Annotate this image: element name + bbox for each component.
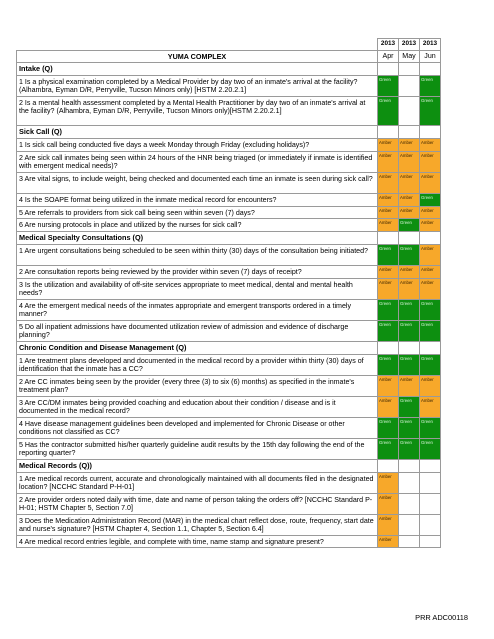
question-row [17, 320, 441, 341]
question-text: 2 Are consultation reports being reviewed by the provider within seven (7) days of receipt? [17, 266, 378, 279]
status-cell: Amber [378, 219, 399, 232]
status-cell: Amber [378, 193, 399, 206]
compliance-table [16, 38, 441, 548]
question-text: 4 Is the SOAPE format being utilized in the inmate medical record for encounters? [17, 193, 378, 206]
section-empty-cell [378, 126, 399, 139]
question-row [17, 139, 441, 152]
question-row [17, 245, 441, 266]
question-text: 2 Are CC inmates being seen by the provider (every three (3) to six (6) months) as specified in the inmate's treatment plan? [17, 375, 378, 396]
status-cell: Green [399, 396, 420, 417]
status-cell: Green [378, 438, 399, 459]
question-row [17, 396, 441, 417]
section-empty-cell [378, 341, 399, 354]
status-cell: Green [399, 438, 420, 459]
status-cell: Amber [378, 172, 399, 193]
status-cell: Amber [399, 193, 420, 206]
status-cell: Amber [399, 375, 420, 396]
section-row [17, 232, 441, 245]
section-empty-cell [378, 232, 399, 245]
status-cell: Amber [399, 139, 420, 152]
question-row [17, 266, 441, 279]
status-cell: Green [399, 320, 420, 341]
status-cell: Green [399, 245, 420, 266]
question-text: 5 Do all inpatient admissions have documented utilization review of admission and evidence of discharge planning? [17, 320, 378, 341]
section-empty-cell [420, 232, 441, 245]
status-cell [420, 535, 441, 548]
status-cell: Green [420, 299, 441, 320]
question-row [17, 514, 441, 535]
blank-header-cell [17, 39, 378, 51]
question-row [17, 97, 441, 126]
question-text: 5 Are referrals to providers from sick call being seen within seven (7) days? [17, 206, 378, 219]
section-empty-cell [420, 459, 441, 472]
question-text: 1 Are medical records current, accurate and chronologically maintained with all documents filed in the designated location? [NCCHC Standard P-H-01] [17, 472, 378, 493]
status-cell [399, 514, 420, 535]
question-text: 1 Is sick call being conducted five days a week Monday through Friday (excluding holidays)? [17, 139, 378, 152]
status-cell: Amber [378, 278, 399, 299]
question-row [17, 472, 441, 493]
question-text: 4 Are the emergent medical needs of the inmates appropriate and emergent transports ordered in a timely manner? [17, 299, 378, 320]
status-cell: Green [399, 354, 420, 375]
status-cell [420, 472, 441, 493]
status-cell: Amber [378, 139, 399, 152]
complex-title: YUMA COMPLEX [17, 51, 378, 63]
section-empty-cell [399, 459, 420, 472]
question-row [17, 299, 441, 320]
status-cell: Green [399, 299, 420, 320]
status-cell: Green [420, 320, 441, 341]
status-cell [399, 472, 420, 493]
question-text: 3 Are CC/DM inmates being provided coaching and education about their condition / disease and is it documented in the medical record? [17, 396, 378, 417]
status-cell: Green [420, 193, 441, 206]
status-cell: Green [420, 76, 441, 97]
status-cell: Green [399, 417, 420, 438]
question-text: 6 Are nursing protocols in place and utilized by the nurses for sick call? [17, 219, 378, 232]
question-text: 1 Are urgent consultations being scheduled to be seen within thirty (30) days of the consultation being initiated? [17, 245, 378, 266]
section-empty-cell [399, 126, 420, 139]
section-empty-cell [420, 126, 441, 139]
status-cell [420, 493, 441, 514]
status-cell: Amber [378, 514, 399, 535]
question-text: 2 Are provider orders noted daily with time, date and name of person taking the orders off? [NCCHC Standard P-H-01; HSTM Chapter 5, Section 7.0] [17, 493, 378, 514]
status-cell: Green [378, 417, 399, 438]
month-cell-3: Jun [420, 51, 441, 63]
status-cell: Amber [420, 172, 441, 193]
status-cell: Green [420, 438, 441, 459]
status-cell [399, 97, 420, 126]
question-row [17, 219, 441, 232]
status-cell: Green [420, 417, 441, 438]
section-empty-cell [399, 232, 420, 245]
page-footer-id: PRR ADC00118 [415, 613, 468, 622]
status-cell: Amber [399, 172, 420, 193]
status-cell: Amber [420, 139, 441, 152]
section-empty-cell [420, 341, 441, 354]
question-row [17, 151, 441, 172]
section-title: Chronic Condition and Disease Management (Q) [17, 341, 378, 354]
question-text: 3 Are vital signs, to include weight, being checked and documented each time an inmate is seen during sick call? [17, 172, 378, 193]
status-cell: Amber [378, 151, 399, 172]
status-cell: Green [378, 97, 399, 126]
status-cell: Amber [420, 245, 441, 266]
status-cell: Green [420, 354, 441, 375]
question-text: 1 Is a physical examination completed by a Medical Provider by day two of an inmate's arrival at the facility? (Alhambra, Eyman D/R, Perryville, Tucson Minors only) [HSTM 2.20.2.1] [17, 76, 378, 97]
year-header-row [17, 39, 441, 51]
month-cell-2: May [399, 51, 420, 63]
section-title: Medical Records (Q)) [17, 459, 378, 472]
status-cell: Amber [378, 206, 399, 219]
question-row [17, 278, 441, 299]
section-row [17, 63, 441, 76]
status-cell: Amber [420, 278, 441, 299]
question-row [17, 354, 441, 375]
status-cell: Green [378, 354, 399, 375]
status-cell: Amber [399, 278, 420, 299]
status-cell [399, 493, 420, 514]
section-row [17, 126, 441, 139]
status-cell: Amber [378, 535, 399, 548]
title-row [17, 51, 441, 63]
question-row [17, 535, 441, 548]
question-row [17, 172, 441, 193]
section-title: Sick Call (Q) [17, 126, 378, 139]
section-row [17, 341, 441, 354]
status-cell: Amber [378, 396, 399, 417]
status-cell: Amber [378, 493, 399, 514]
status-cell: Amber [420, 375, 441, 396]
status-cell: Amber [420, 396, 441, 417]
status-cell: Amber [420, 151, 441, 172]
status-cell: Green [378, 76, 399, 97]
question-row [17, 206, 441, 219]
status-cell: Amber [378, 375, 399, 396]
question-row [17, 193, 441, 206]
year-cell-1: 2013 [378, 39, 399, 51]
status-cell: Amber [399, 266, 420, 279]
status-cell: Amber [378, 472, 399, 493]
section-title: Medical Specialty Consultations (Q) [17, 232, 378, 245]
question-row [17, 493, 441, 514]
status-cell: Green [378, 245, 399, 266]
question-row [17, 375, 441, 396]
section-empty-cell [420, 63, 441, 76]
status-cell: Amber [378, 266, 399, 279]
status-cell: Amber [420, 219, 441, 232]
status-cell: Green [378, 299, 399, 320]
year-cell-3: 2013 [420, 39, 441, 51]
status-cell: Amber [420, 266, 441, 279]
question-text: 3 Does the Medication Administration Record (MAR) in the medical chart reflect dose, route, frequency, start date and nurse's signature? [HSTM Chapter 4, Section 1.1, Chapter 5, Section 6.4] [17, 514, 378, 535]
status-cell: Green [378, 320, 399, 341]
status-cell: Green [420, 97, 441, 126]
question-row [17, 438, 441, 459]
status-cell [399, 535, 420, 548]
section-empty-cell [378, 63, 399, 76]
status-cell: Green [399, 219, 420, 232]
status-cell: Amber [399, 151, 420, 172]
section-row [17, 459, 441, 472]
status-cell [399, 76, 420, 97]
status-cell: Amber [420, 206, 441, 219]
question-text: 5 Has the contractor submitted his/her quarterly guideline audit results by the 15th day following the end of the reporting quarter? [17, 438, 378, 459]
status-cell: Amber [399, 206, 420, 219]
question-text: 2 Are sick call inmates being seen within 24 hours of the HNR being triaged (or immediately if inmate is identified with emergent medical needs)? [17, 151, 378, 172]
question-row [17, 76, 441, 97]
question-text: 3 Is the utilization and availability of off-site services appropriate to meet medical, dental and mental health needs? [17, 278, 378, 299]
question-text: 2 Is a mental health assessment completed by a Mental Health Practitioner by day two of an inmate's arrival at the facility? (Alhambra, Eyman D/R, Perryville, Tucson Minors only)[HSTM 2.20.2.1] [17, 97, 378, 126]
section-empty-cell [399, 341, 420, 354]
year-cell-2: 2013 [399, 39, 420, 51]
question-text: 4 Are medical record entries legible, and complete with time, name stamp and signature present? [17, 535, 378, 548]
section-empty-cell [399, 63, 420, 76]
month-cell-1: Apr [378, 51, 399, 63]
question-row [17, 417, 441, 438]
section-empty-cell [378, 459, 399, 472]
question-text: 4 Have disease management guidelines been developed and implemented for Chronic Disease or other conditions not classified as CC? [17, 417, 378, 438]
status-cell [420, 514, 441, 535]
section-title: Intake (Q) [17, 63, 378, 76]
question-text: 1 Are treatment plans developed and documented in the medical record by a provider within thirty (30) days of identification that the inmate has a CC? [17, 354, 378, 375]
